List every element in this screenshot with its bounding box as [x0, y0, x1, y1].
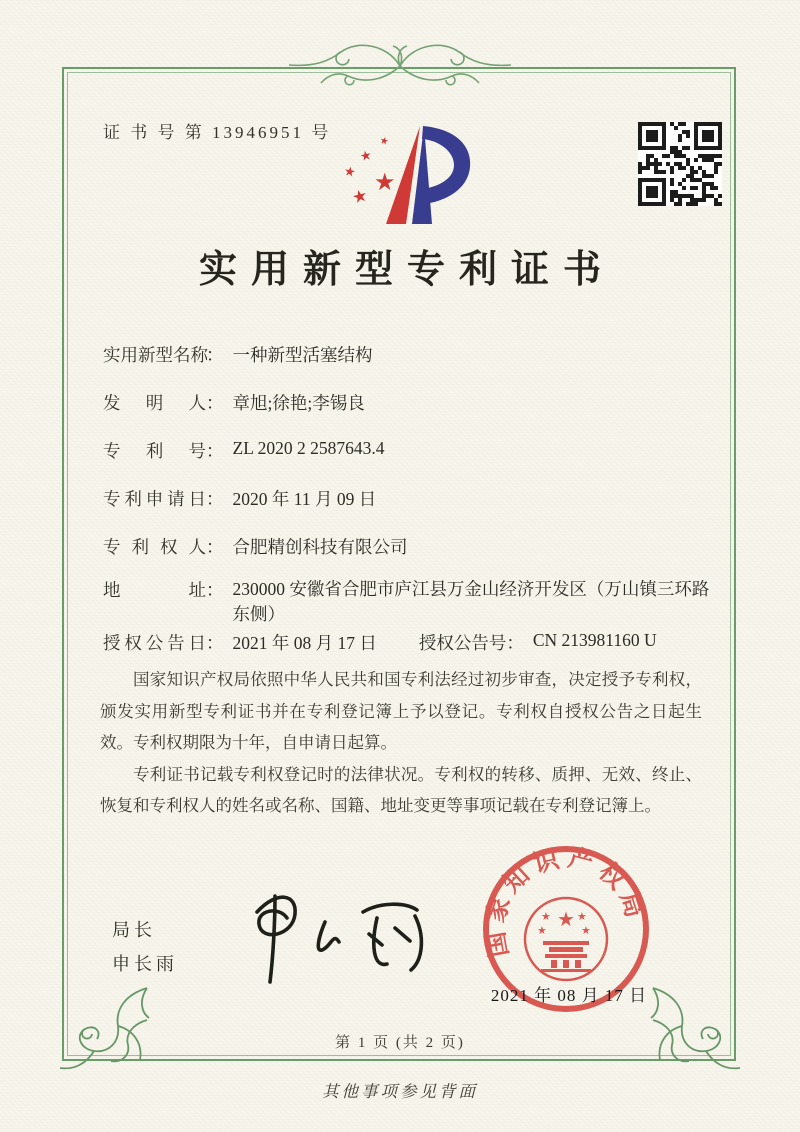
field-value: 一种新型活塞结构 — [232, 345, 373, 365]
seal-star-icon: ★ — [537, 924, 547, 937]
logo-star-icon: ★ — [378, 135, 390, 148]
logo-star-icon: ★ — [358, 147, 374, 166]
grant-date-value: 2021 年 08 月 17 日 — [232, 633, 377, 653]
field-patentee — [103, 534, 408, 559]
field-address — [103, 577, 711, 626]
legal-paragraph-2: 专利证书记载专利权登记时的法律状况。专利权的转移、质押、无效、终止、恢复和专利权人的姓名或名称、国籍、地址变更等事项记载在专利登记簿上。 — [100, 764, 702, 815]
commissioner-name: 申长雨 — [112, 954, 178, 974]
seal-emblem-gate — [541, 941, 591, 972]
seal-date: 2021 年 08 月 17 日 — [490, 986, 648, 1005]
field-label: 发明人 — [103, 393, 206, 413]
cnipa-logo-icon — [332, 112, 472, 232]
seal-star-icon: ★ — [541, 910, 551, 923]
field-label: 专利号 — [103, 441, 206, 461]
commissioner-title: 局长 — [112, 920, 156, 940]
logo-star-icon: ★ — [374, 168, 396, 196]
field-label: 专利申请日 — [103, 489, 206, 509]
colon: ： — [206, 537, 224, 557]
field-filing-date — [103, 486, 376, 511]
legal-text-block — [100, 664, 702, 822]
colon: ： — [206, 580, 224, 600]
colon: ： — [206, 345, 224, 365]
colon: ： — [506, 633, 524, 653]
certificate-number: 证 书 号 第 13946951 号 — [103, 123, 332, 142]
legal-paragraph-1: 国家知识产权局依照中华人民共和国专利法经过初步审查，决定授予专利权，颁发实用新型专利证书并在专利登记簿上予以登记。专利权自授权公告之日起生效。专利权期限为十年，自申请日起算。 — [100, 670, 702, 752]
colon: ： — [206, 393, 224, 413]
colon: ： — [206, 633, 224, 653]
seal-star-icon: ★ — [577, 910, 587, 923]
seal-star-icon: ★ — [557, 907, 575, 931]
field-patent-number — [103, 438, 384, 463]
field-label: 地址 — [103, 580, 206, 600]
commissioner-signature — [225, 878, 440, 993]
field-label: 专利权人 — [103, 537, 206, 557]
field-inventors — [103, 390, 365, 415]
field-value: 2020 年 11 月 09 日 — [232, 489, 377, 509]
grant-number-value: CN 213981160 U — [532, 630, 657, 650]
logo-star-icon: ★ — [350, 185, 370, 209]
field-value: ZL 2020 2 2587643.4 — [232, 438, 385, 458]
seal-text: 国家知识产权局 — [481, 844, 650, 960]
page-number: 第 1 页 (共 2 页) — [335, 1035, 465, 1051]
qr-code — [638, 122, 722, 206]
field-value: 合肥精创科技有限公司 — [232, 537, 408, 557]
field-value: 230000 安徽省合肥市庐江县万金山经济开发区（万山镇三环路东侧） — [232, 579, 710, 624]
field-grant-info — [103, 630, 657, 655]
field-utility-model-name — [103, 342, 373, 367]
logo-star-icon: ★ — [342, 164, 357, 181]
field-label: 实用新型名称 — [103, 345, 208, 365]
colon: ： — [206, 441, 224, 461]
certificate-title: 实用新型专利证书 — [198, 249, 615, 291]
field-value: 章旭;徐艳;李锡良 — [232, 393, 365, 413]
see-back-note: 其他事项参见背面 — [322, 1082, 478, 1101]
colon: ： — [206, 489, 224, 509]
seal-star-icon: ★ — [581, 924, 591, 937]
grant-number-label: 授权公告号 — [418, 633, 507, 653]
field-label: 授权公告日 — [103, 633, 206, 653]
